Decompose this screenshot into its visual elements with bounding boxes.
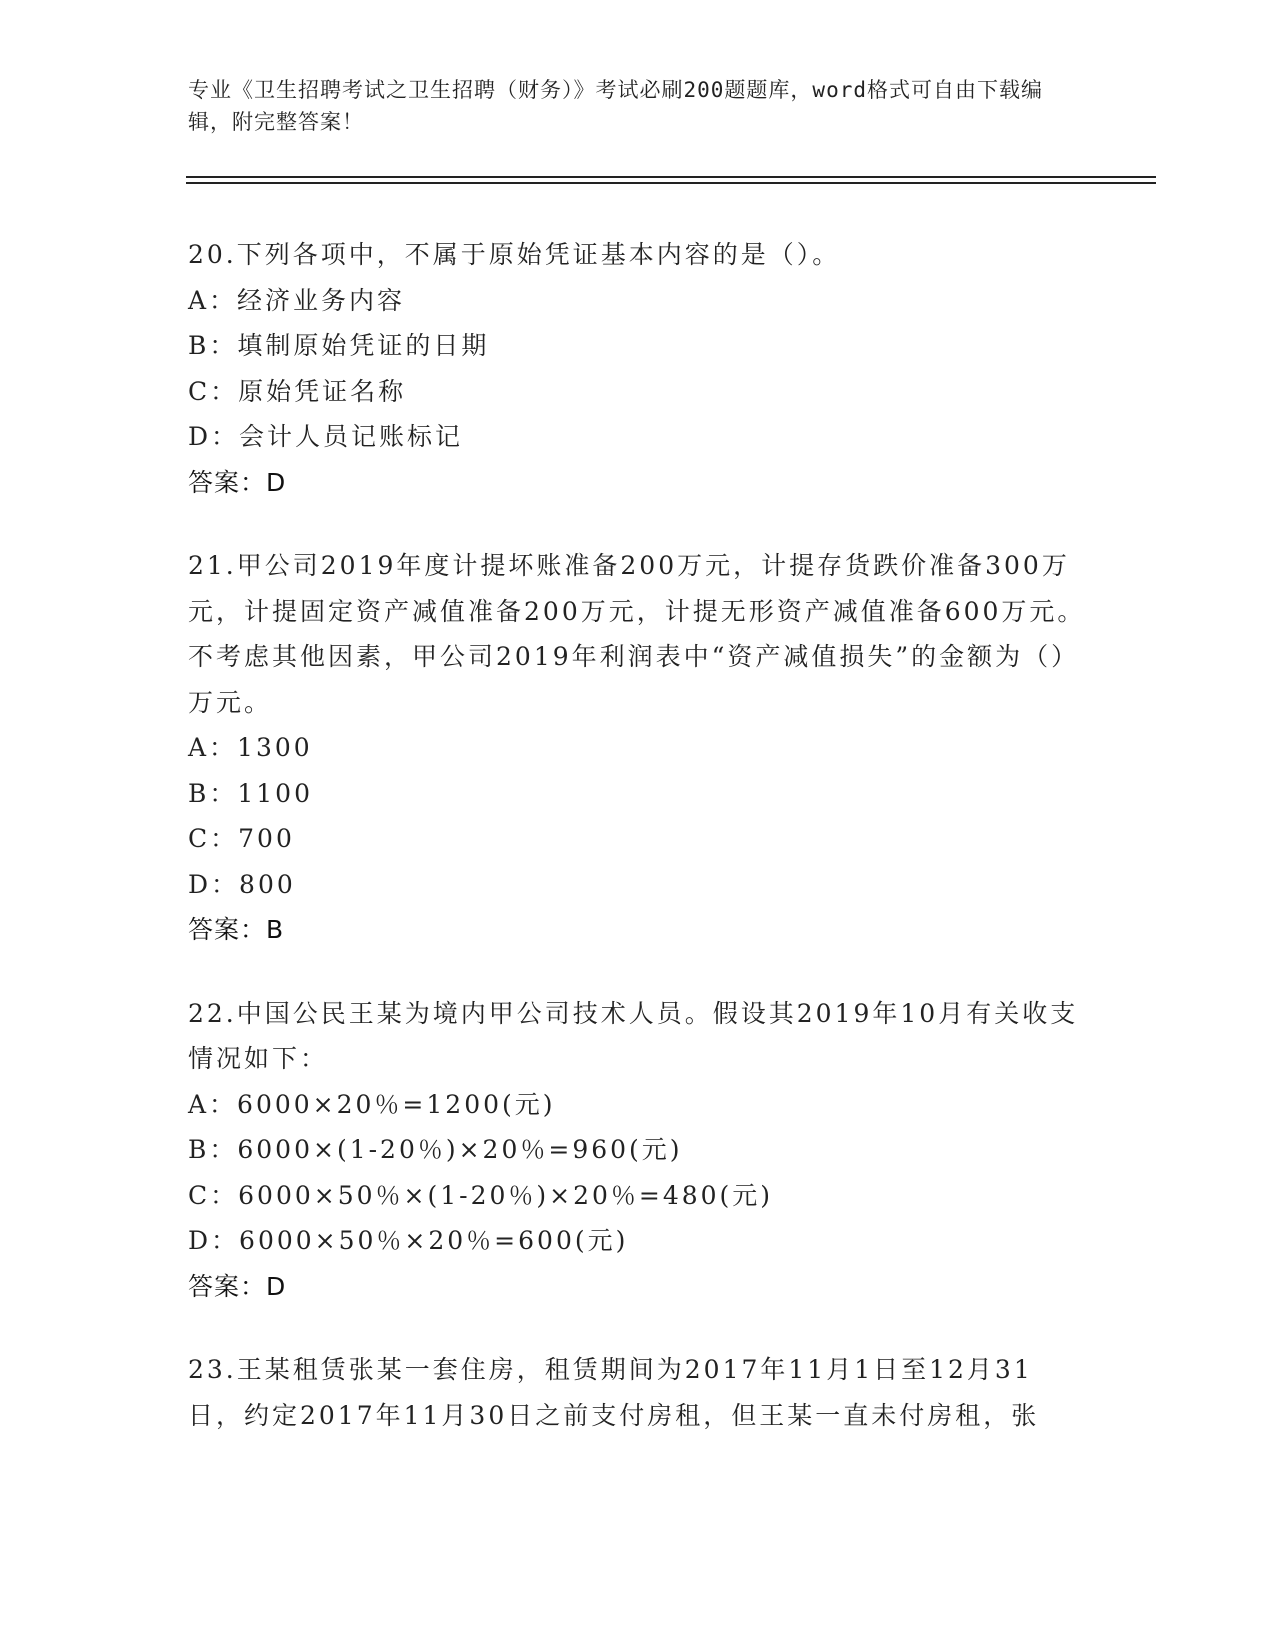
option-c: C：6000×50％×(1-20％)×20％=480(元) <box>188 1180 774 1210</box>
option-b: B：填制原始凭证的日期 <box>188 331 490 360</box>
answer-line <box>188 460 1088 506</box>
answer-label: 答案： <box>188 1271 267 1301</box>
answer-value: D <box>266 1271 287 1301</box>
question-23 <box>188 1347 1088 1438</box>
answer-value: D <box>266 467 287 497</box>
header-rule-bottom <box>186 182 1156 184</box>
option-c: C：原始凭证名称 <box>188 376 407 406</box>
answer-value: B <box>266 915 285 944</box>
question-20 <box>188 232 1088 505</box>
option-d: D：800 <box>188 869 296 899</box>
question-stem: 23.王某租赁张某一套住房，租赁期间为2017年11月1日至12月31日，约定2017年11月30日之前支付房租，但王某一直未付房租，张 <box>188 1355 1040 1430</box>
answer-line <box>188 907 1088 953</box>
option-d: D：6000×50％×20％=600(元) <box>188 1226 629 1255</box>
option-c: C：700 <box>188 824 295 853</box>
option-d: D：会计人员记账标记 <box>188 422 464 451</box>
question-stem: 22.中国公民王某为境内甲公司技术人员。假设其2019年10月有关收支情况如下： <box>188 998 1079 1073</box>
option-b: B：1100 <box>188 778 313 808</box>
option-a: A：1300 <box>188 733 313 762</box>
question-stem: 21.甲公司2019年度计提坏账准备200万元，计提存货跌价准备300万元，计提固定资产减值准备200万元，计提无形资产减值准备600万元。不考虑其他因素，甲公司2019年利润表中“资产减值损失”的金额为（）万元。 <box>188 551 1086 717</box>
question-list <box>188 232 1088 1476</box>
option-b: B：6000×(1-20％)×20％=960(元) <box>188 1135 683 1164</box>
question-stem: 20.下列各项中，不属于原始凭证基本内容的是（）。 <box>188 240 841 269</box>
option-a: A：经济业务内容 <box>188 285 406 315</box>
answer-label: 答案： <box>188 915 267 944</box>
document-header: 专业《卫生招聘考试之卫生招聘（财务）》考试必刷200题题库，word格式可自由下载编辑，附完整答案！ <box>188 78 1043 134</box>
answer-label: 答案： <box>188 467 267 497</box>
answer-line <box>188 1264 1088 1310</box>
header-rule-top <box>186 176 1156 178</box>
question-21 <box>188 543 1088 953</box>
option-a: A：6000×20％=1200(元) <box>188 1089 556 1119</box>
question-22 <box>188 991 1088 1310</box>
